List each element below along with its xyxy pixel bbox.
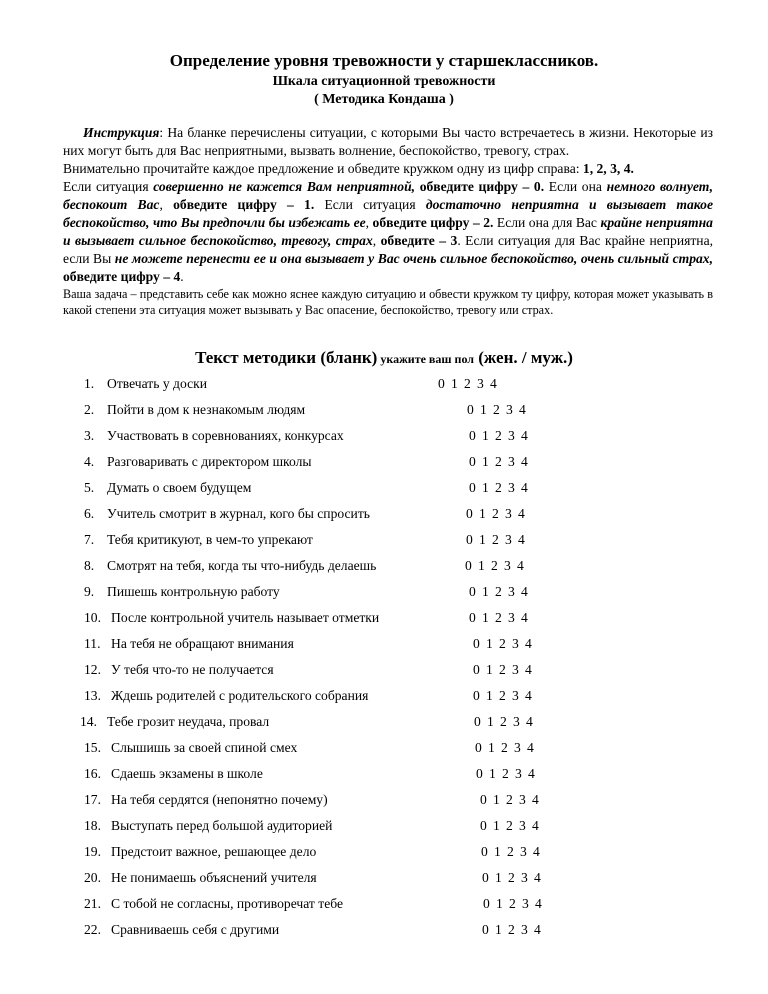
score-option-2[interactable]: 2 [499,662,506,677]
list-item [0,688,768,708]
score-option-1[interactable]: 1 [486,688,493,703]
score-option-0[interactable]: 0 [473,688,480,703]
score-options [476,766,541,782]
score-option-3[interactable]: 3 [519,792,526,807]
list-item [0,532,768,552]
list-item [0,558,768,578]
score-option-4[interactable]: 4 [519,402,526,417]
score-option-2[interactable]: 2 [495,454,502,469]
item-number: 9. [84,584,95,599]
score-options [483,896,548,912]
score-option-1[interactable]: 1 [479,532,486,547]
score-option-1[interactable]: 1 [482,480,489,495]
item-text: Учитель смотрит в журнал, кого бы спросить [107,506,370,521]
item-text: Тебя критикуют, в чем-то упрекают [107,532,313,547]
score-option-4[interactable]: 4 [525,662,532,677]
instr-span: , [159,197,174,212]
score-option-4[interactable]: 4 [490,376,497,391]
score-option-0[interactable]: 0 [469,480,476,495]
item-number: 6. [84,506,95,521]
score-option-2[interactable]: 2 [506,818,513,833]
instruction-text-1: : На бланке перечислены ситуации, с которыми Вы часто встречаетесь в жизни. Некоторые из них могут быть для Вас неприятными, вызвать волнение, беспокойство, тревогу, страх. [63,125,713,158]
instructions [63,124,713,318]
item-text: Не понимаешь объяснений учителя [111,870,317,885]
scale-digits: 1, 2, 3, 4. [582,161,634,176]
score-option-1[interactable]: 1 [496,896,503,911]
score-option-3[interactable]: 3 [505,532,512,547]
item-text: Думать о своем будущем [107,480,252,495]
score-option-2[interactable]: 2 [500,714,507,729]
instr-span: Если она для Вас [493,215,601,230]
item-number: 13. [84,688,101,703]
score-option-1[interactable]: 1 [494,844,501,859]
score-option-3[interactable]: 3 [521,870,528,885]
list-item [0,506,768,526]
score-option-3[interactable]: 3 [514,740,521,755]
item-text: На тебя не обращают внимания [111,636,294,651]
score-option-0[interactable]: 0 [469,428,476,443]
instr-emph-0: совершенно не кажется Вам неприятной, [153,179,416,194]
instr-bold-4: обведите цифру – 4 [63,269,181,284]
list-item [0,610,768,630]
item-text: Отвечать у доски [107,376,208,391]
score-option-0[interactable]: 0 [474,714,481,729]
score-option-4[interactable]: 4 [532,792,539,807]
score-option-0[interactable]: 0 [483,896,490,911]
score-option-1[interactable]: 1 [495,922,502,937]
score-options [469,584,534,600]
item-number: 21. [84,896,101,911]
score-option-4[interactable]: 4 [534,922,541,937]
item-text: Пойти в дом к незнакомым людям [107,402,306,417]
item-text: Участвовать в соревнованиях, конкурсах [107,428,344,443]
score-option-2[interactable]: 2 [499,636,506,651]
score-option-3[interactable]: 3 [512,636,519,651]
score-options [481,844,546,860]
item-text: Слышишь за своей спиной смех [111,740,298,755]
item-text: На тебя сердятся (непонятно почему) [111,792,328,807]
score-option-2[interactable]: 2 [464,376,471,391]
score-option-3[interactable]: 3 [519,818,526,833]
score-option-2[interactable]: 2 [492,506,499,521]
score-option-4[interactable]: 4 [532,818,539,833]
score-option-1[interactable]: 1 [487,714,494,729]
score-option-2[interactable]: 2 [502,766,509,781]
score-option-0[interactable]: 0 [466,506,473,521]
score-options [438,376,503,392]
item-number: 10. [84,610,101,625]
item-text: После контрольной учитель называет отметки [111,610,380,625]
score-option-2[interactable]: 2 [506,792,513,807]
score-option-4[interactable]: 4 [525,688,532,703]
instr-span: . Если ситуация для Вас крайне неприятна, если Вы [63,233,714,266]
list-item [0,922,768,942]
list-item [0,636,768,656]
score-option-4[interactable]: 4 [528,766,535,781]
score-option-2[interactable]: 2 [508,870,515,885]
instruction-paragraph-4: Ваша задача – представить себе как можно яснее каждую ситуацию и обвести кружком ту цифру, которая может указывать в какой степени эта ситуация может вызывать у Вас опасение, беспокойство, тревогу или страх. [63,287,713,317]
score-options [469,610,534,626]
score-option-2[interactable]: 2 [509,896,516,911]
instr-emph-3: крайне неприятна и вызывает сильное беспокойство, тревогу, страх [63,215,713,248]
score-options [466,532,531,548]
instruction-text-2: Внимательно прочитайте каждое предложение и обведите кружком одну из цифр справа: [63,161,583,176]
instr-bold-0: обведите цифру – 0. [415,179,545,194]
item-number: 2. [84,402,95,417]
list-item [0,714,768,734]
score-options [475,740,540,756]
instr-span: . [180,269,184,284]
item-number: 4. [84,454,95,469]
score-options [467,402,532,418]
score-option-1[interactable]: 1 [482,454,489,469]
list-item [0,402,768,422]
score-option-3[interactable]: 3 [505,506,512,521]
score-option-4[interactable]: 4 [521,610,528,625]
instr-emph-2: достаточно неприятна и вызывает такое беспокойство, что Вы предпочли бы избежать ее [63,197,713,230]
score-option-2[interactable]: 2 [495,428,502,443]
score-option-1[interactable]: 1 [493,818,500,833]
item-text: С тобой не согласны, противоречат тебе [111,896,344,911]
score-option-0[interactable]: 0 [482,870,489,885]
item-number: 22. [84,922,101,937]
item-text: Сдаешь экзамены в школе [111,766,263,781]
score-option-0[interactable]: 0 [476,766,483,781]
score-option-4[interactable]: 4 [518,532,525,547]
score-option-4[interactable]: 4 [521,584,528,599]
item-number: 1. [84,376,95,391]
item-number: 17. [84,792,101,807]
score-option-1[interactable]: 1 [479,506,486,521]
score-option-3[interactable]: 3 [508,454,515,469]
score-option-3[interactable]: 3 [515,766,522,781]
item-number: 15. [84,740,101,755]
item-text: Сравниваешь себя с другими [111,922,280,937]
score-option-2[interactable]: 2 [499,688,506,703]
instruction-paragraph-2 [63,160,713,178]
score-option-3[interactable]: 3 [477,376,484,391]
score-option-4[interactable]: 4 [517,558,524,573]
instr-bold-2: обведите цифру – 2. [372,215,494,230]
score-option-0[interactable]: 0 [469,584,476,599]
item-text: У тебя что-то не получается [111,662,274,677]
score-option-3[interactable]: 3 [508,584,515,599]
score-option-4[interactable]: 4 [534,870,541,885]
list-item [0,480,768,500]
method-name: ( Методика Кондаша ) [314,92,454,107]
instr-span: Если ситуация [63,179,154,194]
score-option-2[interactable]: 2 [508,922,515,937]
score-option-3[interactable]: 3 [512,688,519,703]
item-text: Ждешь родителей с родительского собрания [111,688,369,703]
score-options [473,636,538,652]
score-option-1[interactable]: 1 [451,376,458,391]
score-options [482,870,547,886]
score-option-0[interactable]: 0 [438,376,445,391]
document-title: Определение уровня тревожности у старшеклассников. [169,51,599,70]
list-item [0,870,768,890]
score-options [474,714,539,730]
score-option-4[interactable]: 4 [521,454,528,469]
instr-bold-3: обведите – 3 [380,233,458,248]
item-text: Смотрят на тебя, когда ты что-нибудь делаешь [107,558,377,573]
score-option-1[interactable]: 1 [480,402,487,417]
instr-span: , [365,215,373,230]
instruction-label: Инструкция [83,125,160,140]
score-option-2[interactable]: 2 [507,844,514,859]
score-option-3[interactable]: 3 [513,714,520,729]
score-option-3[interactable]: 3 [508,428,515,443]
item-number: 18. [84,818,101,833]
score-option-1[interactable]: 1 [489,766,496,781]
score-option-2[interactable]: 2 [495,480,502,495]
score-option-1[interactable]: 1 [482,428,489,443]
score-option-4[interactable]: 4 [525,636,532,651]
score-option-1[interactable]: 1 [493,792,500,807]
score-option-0[interactable]: 0 [481,844,488,859]
score-option-1[interactable]: 1 [478,558,485,573]
score-option-1[interactable]: 1 [486,662,493,677]
item-number: 5. [84,480,95,495]
item-number: 20. [84,870,101,885]
list-item [0,844,768,864]
score-options [465,558,530,574]
score-option-1[interactable]: 1 [488,740,495,755]
score-option-3[interactable]: 3 [521,922,528,937]
item-text: Разговаривать с директором школы [107,454,312,469]
score-option-1[interactable]: 1 [495,870,502,885]
score-option-3[interactable]: 3 [522,896,529,911]
score-option-0[interactable]: 0 [480,792,487,807]
score-option-4[interactable]: 4 [527,740,534,755]
item-text: Выступать перед большой аудиторией [111,818,333,833]
item-number: 8. [84,558,95,573]
score-options [469,480,534,496]
list-item [0,766,768,786]
gender-options[interactable]: (жен. / муж.) [474,348,573,367]
score-option-2[interactable]: 2 [492,532,499,547]
score-option-4[interactable]: 4 [521,480,528,495]
score-options [473,688,538,704]
score-option-2[interactable]: 2 [495,584,502,599]
item-number: 11. [84,636,101,651]
instruction-paragraph-3 [63,178,713,286]
score-option-0[interactable]: 0 [482,922,489,937]
item-text: Пишешь контрольную работу [107,584,280,599]
item-number: 14. [80,714,97,729]
score-options [469,428,534,444]
item-number: 3. [84,428,95,443]
item-number: 19. [84,844,101,859]
list-item [0,428,768,448]
score-options [480,792,545,808]
score-option-4[interactable]: 4 [518,506,525,521]
score-option-4[interactable]: 4 [535,896,542,911]
item-number: 16. [84,766,101,781]
score-option-3[interactable]: 3 [508,610,515,625]
item-text: Предстоит важное, решающее дело [111,844,317,859]
score-option-4[interactable]: 4 [533,844,540,859]
score-options [480,818,545,834]
item-text: Тебе грозит неудача, провал [107,714,270,729]
score-options [466,506,531,522]
score-option-3[interactable]: 3 [512,662,519,677]
form-title: Текст методики (бланк) [195,348,378,367]
gender-prompt: укажите ваш пол [377,352,475,366]
score-option-0[interactable]: 0 [469,610,476,625]
instr-span: , [372,233,381,248]
list-item [0,662,768,682]
score-option-1[interactable]: 1 [482,610,489,625]
score-option-2[interactable]: 2 [495,610,502,625]
list-item [0,454,768,474]
item-number: 7. [84,532,95,547]
instr-bold-1: обведите цифру – 1. [173,197,315,212]
score-option-0[interactable]: 0 [465,558,472,573]
score-options [482,922,547,938]
score-option-0[interactable]: 0 [475,740,482,755]
form-heading [0,348,768,368]
score-option-3[interactable]: 3 [508,480,515,495]
document-subtitle: Шкала ситуационной тревожности [272,74,496,89]
list-item [0,584,768,604]
score-option-1[interactable]: 1 [482,584,489,599]
score-option-0[interactable]: 0 [480,818,487,833]
list-item [0,792,768,812]
score-options [469,454,534,470]
score-option-3[interactable]: 3 [504,558,511,573]
score-option-2[interactable]: 2 [501,740,508,755]
list-item [0,740,768,760]
score-option-3[interactable]: 3 [520,844,527,859]
score-option-0[interactable]: 0 [466,532,473,547]
item-number: 12. [84,662,101,677]
score-option-1[interactable]: 1 [486,636,493,651]
score-option-0[interactable]: 0 [473,636,480,651]
instr-emph-4: не можете перенести ее и она вызывает у Вас очень сильное беспокойство, очень сильный страх, [114,251,713,266]
score-option-0[interactable]: 0 [469,454,476,469]
instr-span: Если она [544,179,607,194]
score-option-0[interactable]: 0 [467,402,474,417]
score-option-3[interactable]: 3 [506,402,513,417]
score-option-4[interactable]: 4 [526,714,533,729]
instruction-paragraph-1 [63,124,713,160]
score-option-2[interactable]: 2 [491,558,498,573]
instr-emph-1: немного волнует, беспокоит Вас [63,179,714,212]
list-item [0,376,768,396]
score-option-2[interactable]: 2 [493,402,500,417]
list-item [0,818,768,838]
score-option-0[interactable]: 0 [473,662,480,677]
list-item [0,896,768,916]
instr-span: Если ситуация [314,197,426,212]
score-options [473,662,538,678]
score-option-4[interactable]: 4 [521,428,528,443]
